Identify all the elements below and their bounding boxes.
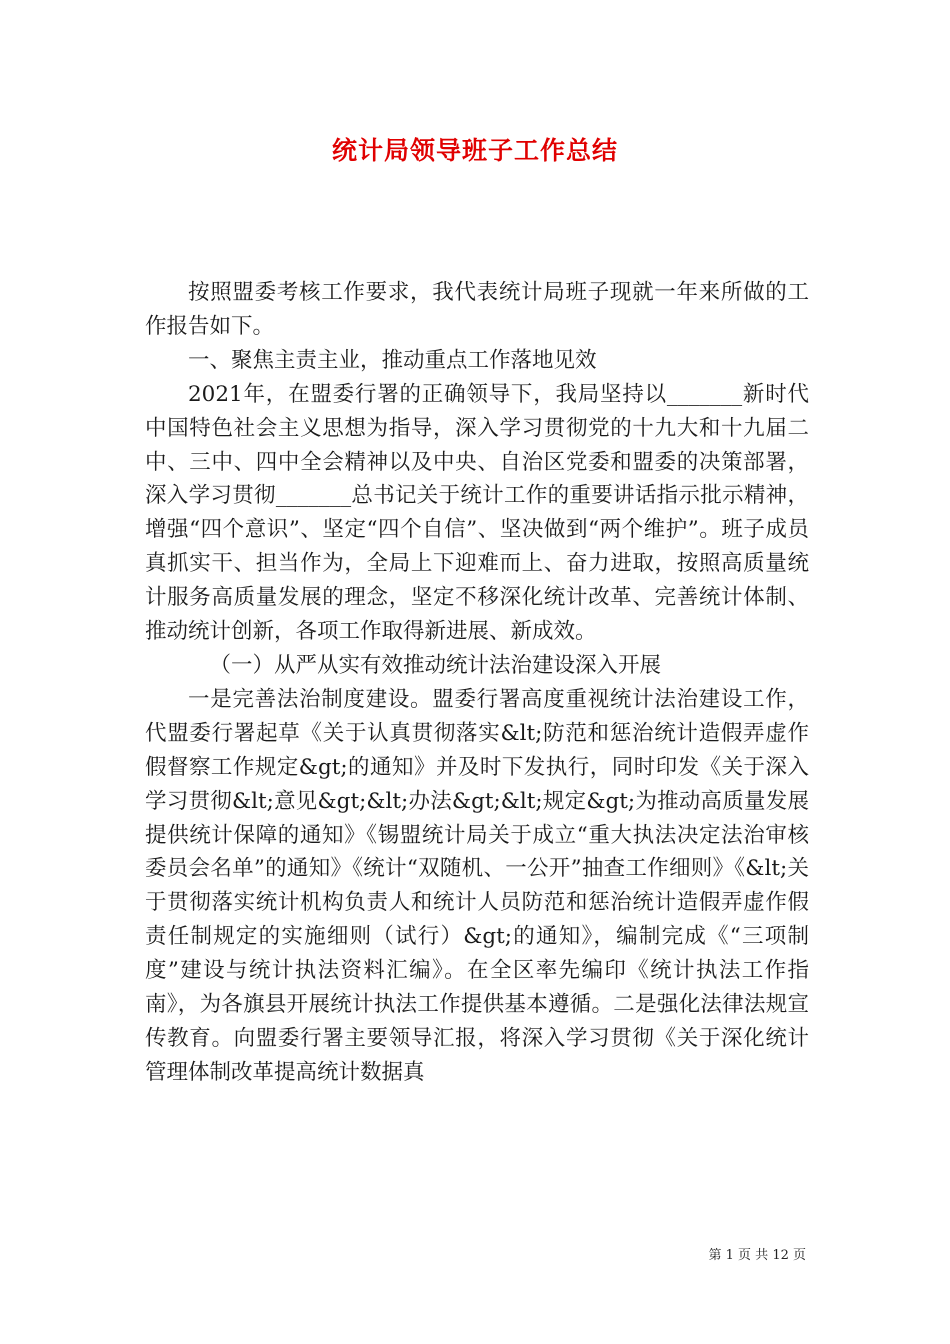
paragraph-detail: 一是完善法治制度建设。盟委行署高度重视统计法治建设工作，代盟委行署起草《关于认真贯彻落实&lt;防范和惩治统计造假弄虚作假督察工作规定&gt;的通知》并及时下发执行，同时印发《关于深入学习贯彻&lt;意见&gt;&lt;办法&gt;&lt;规定&gt;为推动高质量发展提供统计保障的通知》《锡盟统计局关于成立“重大执法决定法治审核委员会名单”的通知》《统计“双随机、一公开”抽查工作细则》《&lt;关于贯彻落实统计机构负责人和统计人员防范和惩治统计造假弄虚作假责任制规定的实施细则（试行）&gt;的通知》，编制完成《“三项制度”建设与统计执法资料汇编》。在全区率先编印《统计执法工作指南》，为各旗县开展统计执法工作提供基本遵循。二是强化法律法规宣传教育。向盟委行署主要领导汇报，将深入学习贯彻《关于深化统计管理体制改革提高统计数据真 [145,686,809,1085]
paragraph-overview: 2021年，在盟委行署的正确领导下，我局坚持以_______新时代中国特色社会主义思想为指导，深入学习贯彻党的十九大和十九届二中、三中、四中全会精神以及中央、自治区党委和盟委的决策部署，深入学习贯彻_______总书记关于统计工作的重要讲话指示批示精神，增强“四个意识”、坚定“四个自信”、坚决做到“两个维护”。班子成员真抓实干、担当作为，全局上下迎难而上、奋力进取，按照高质量统计服务高质量发展的理念，坚定不移深化统计改革、完善统计体制、推动统计创新，各项工作取得新进展、新成效。 [145,381,809,645]
page-number-footer: 第 1 页 共 12 页 [708,1248,806,1263]
paragraph-intro: 按照盟委考核工作要求，我代表统计局班子现就一年来所做的工作报告如下。 [145,280,809,339]
document-body [145,276,809,1090]
subsection-heading: （一）从严从实有效推动统计法治建设深入开展 [209,652,662,678]
document-title: 统计局领导班子工作总结 [331,136,618,165]
section-heading: 一、聚焦主责主业，推动重点工作落地见效 [188,347,597,373]
